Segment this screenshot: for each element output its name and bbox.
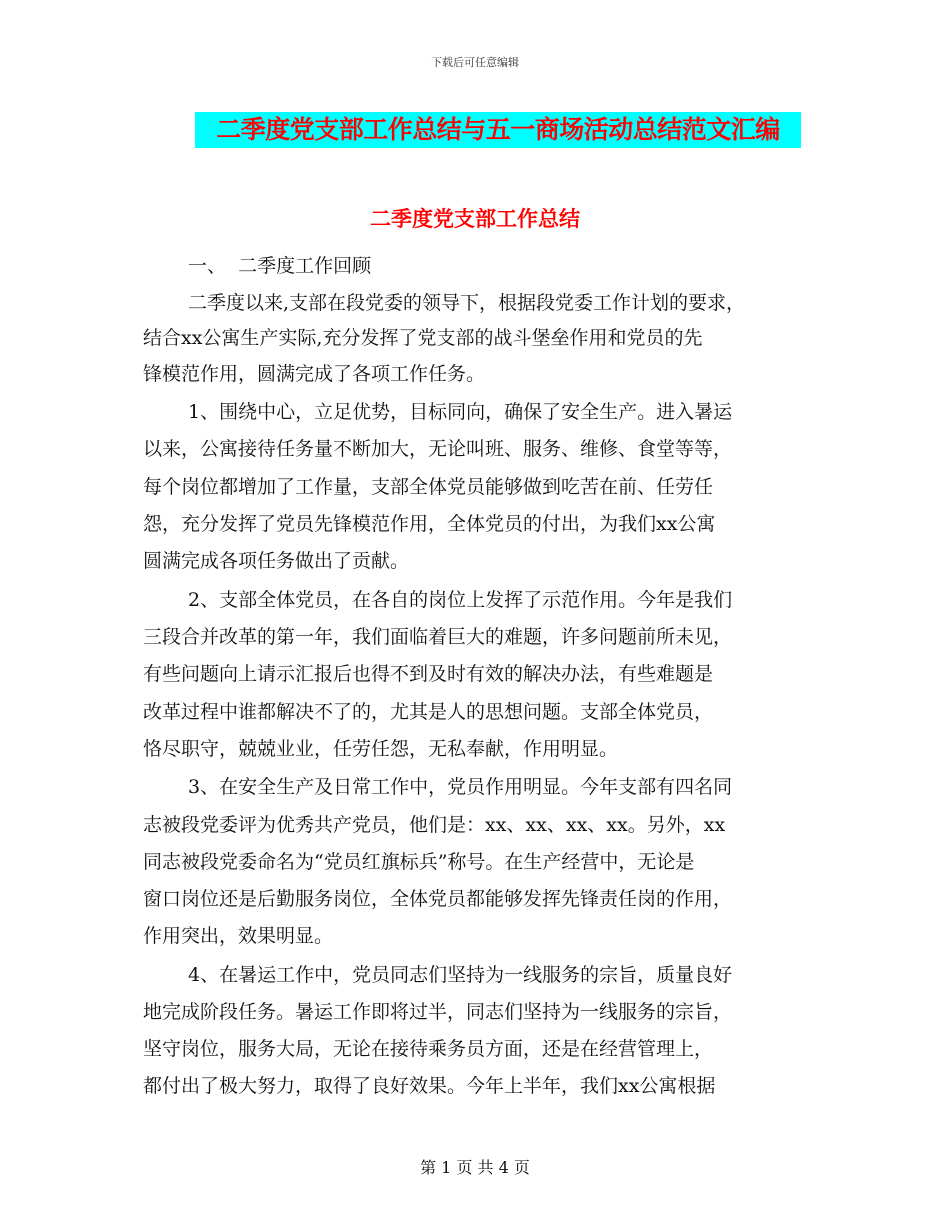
main-title: 二季度党支部工作总结与五一商场活动总结范文汇编 — [216, 115, 780, 144]
section-title: 二季度党支部工作总结 — [370, 207, 580, 231]
body-line: 都付出了极大努力，取得了良好效果。今年上半年，我们xx公寓根据 — [143, 1075, 716, 1097]
body-line: 怨，充分发挥了党员先锋模范作用，全体党员的付出，为我们xx公寓 — [143, 513, 716, 535]
header-note: 下载后可任意编辑 — [431, 56, 519, 69]
body-line: 同志被段党委命名为“党员红旗标兵”称号。在生产经营中，无论是 — [143, 851, 695, 873]
body-line: 二季度以来,支部在段党委的领导下，根据段党委工作计划的要求， — [188, 292, 746, 314]
body-line: 3、在安全生产及日常工作中，党员作用明显。今年支部有四名同 — [188, 776, 733, 798]
body-line: 三段合并改革的第一年，我们面临着巨大的难题，许多问题前所未见， — [143, 626, 733, 648]
body-line: 恪尽职守，兢兢业业，任劳任怨，无私奉献，作用明显。 — [143, 738, 619, 760]
body-line: 改革过程中谁都解决不了的，尤其是人的思想问题。支部全体党员， — [143, 701, 714, 723]
main-title-highlight — [195, 112, 801, 148]
body-line: 一、 二季度工作回顾 — [188, 255, 372, 277]
body-line: 坚守岗位，服务大局，无论在接待乘务员方面，还是在经营管理上， — [143, 1038, 714, 1060]
body-line: 每个岗位都增加了工作量，支部全体党员能够做到吃苦在前、任劳任 — [143, 476, 714, 498]
body-line: 有些问题向上请示汇报后也得不到及时有效的解决办法，有些难题是 — [143, 663, 714, 685]
body-line: 结合xx公寓生产实际,充分发挥了党支部的战斗堡垒作用和党员的先 — [143, 327, 703, 349]
body-line: 以来，公寓接待任务量不断加大，无论叫班、服务、维修、食堂等等， — [143, 438, 733, 460]
body-line: 志被段党委评为优秀共产党员，他们是：xx、xx、xx、xx。另外，xx — [143, 814, 726, 836]
body-line: 1、围绕中心，立足优势，目标同向，确保了安全生产。进入暑运 — [188, 401, 733, 423]
body-line: 地完成阶段任务。暑运工作即将过半，同志们坚持为一线服务的宗旨， — [143, 1001, 733, 1023]
body-line: 锋模范作用，圆满完成了各项工作任务。 — [143, 363, 486, 385]
body-line: 作用突出，效果明显。 — [143, 925, 334, 947]
body-line: 窗口岗位还是后勤服务岗位，全体党员都能够发挥先锋责任岗的作用， — [143, 888, 733, 910]
page-footer: 第 1 页 共 4 页 — [420, 1158, 530, 1177]
body-line: 4、在暑运工作中，党员同志们坚持为一线服务的宗旨，质量良好 — [188, 964, 733, 986]
body-line: 圆满完成各项任务做出了贡献。 — [143, 550, 410, 572]
body-line: 2、支部全体党员，在各自的岗位上发挥了示范作用。今年是我们 — [188, 589, 733, 611]
